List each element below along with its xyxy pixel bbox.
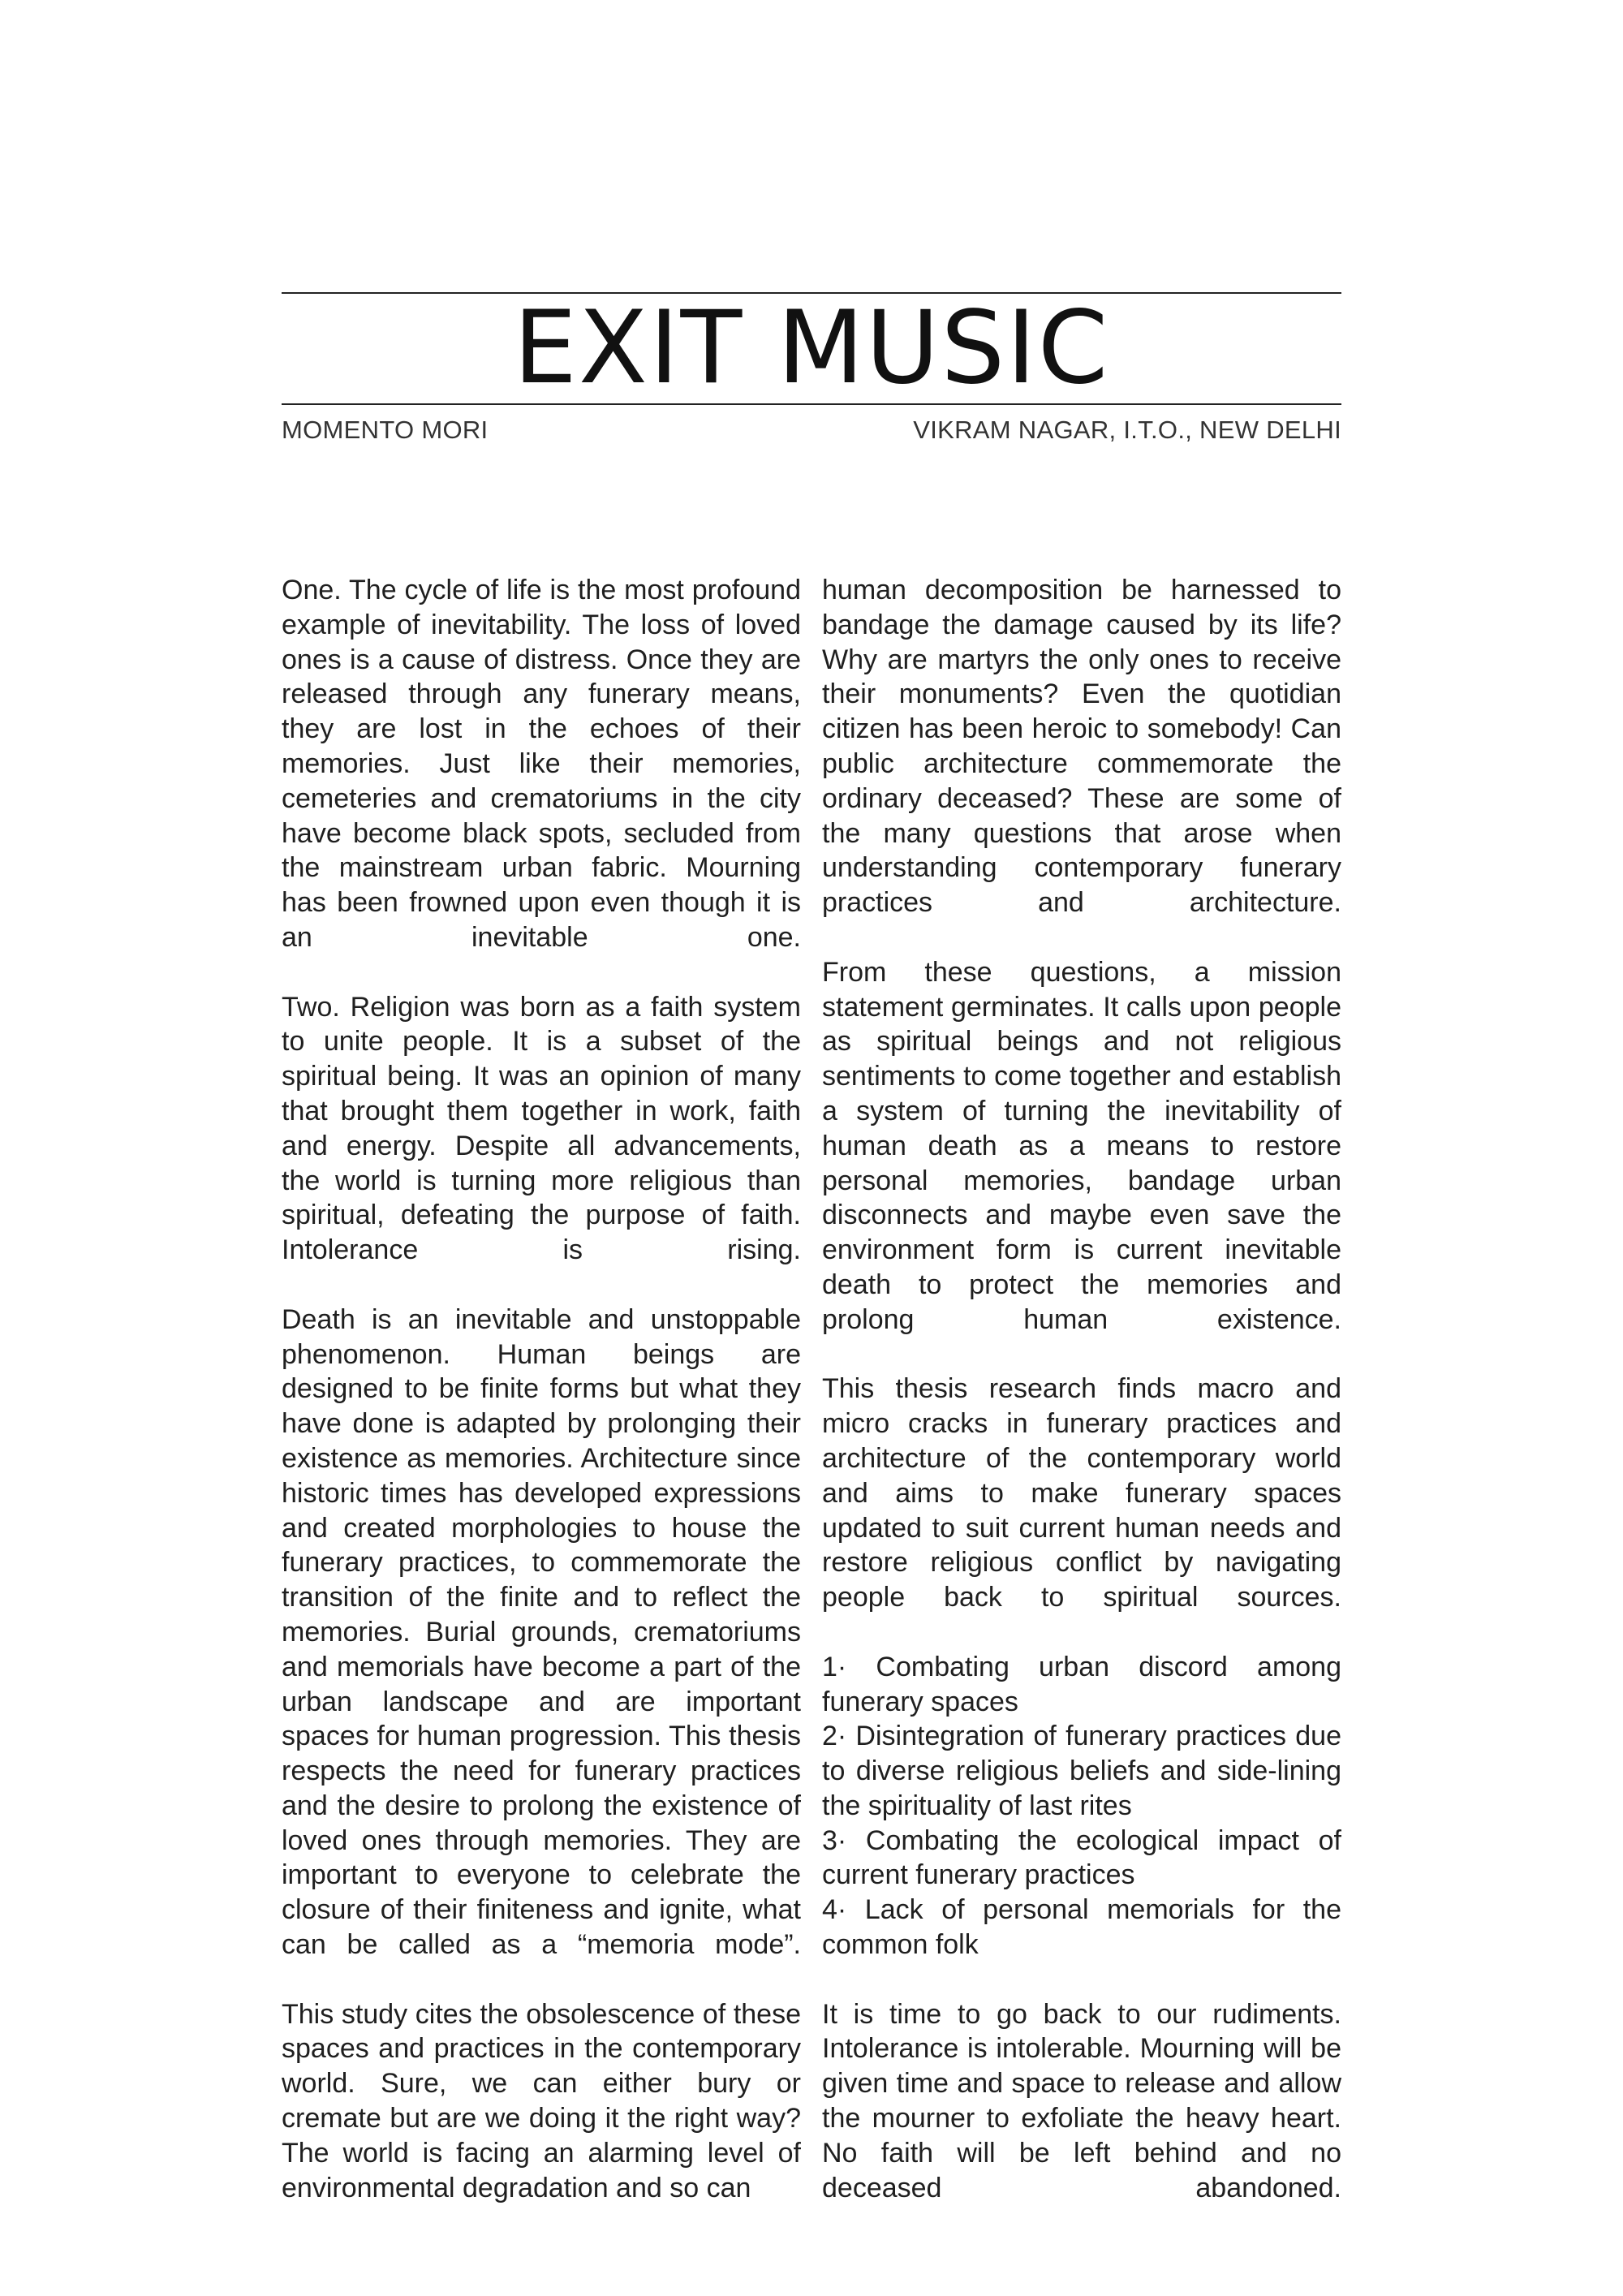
list-item: 2· Disintegration of funerary practices due to diverse religious beliefs and side-lining the spirituality of last rites xyxy=(822,1721,1341,1821)
right-column xyxy=(822,573,1341,2240)
right-paragraph-1: human decomposition be harnessed to bandage the damage caused by its life? Why are martyrs the only ones to receive their monuments? Even the quotidian citizen has been heroic to somebody! Can public architecture commemorate the ordinary deceased? These are some of the many questions that arose when understanding contemporary funerary practices and architecture. xyxy=(822,575,1341,919)
subtitle-right: VIKRAM NAGAR, I.T.O., NEW DELHI xyxy=(913,416,1341,444)
left-paragraph-1: One. The cycle of life is the most profound example of inevitability. The loss of loved ones is a cause of distress. Once they are released through any funerary means, they are lost in the echoes of their memories. Just like their memories, cemeteries and crematoriums in the city have become black spots, secluded from the mainstream urban fabric. Mourning has been frowned upon even though it is an inevitable one. xyxy=(282,575,801,953)
list-item: 3· Combating the ecological impact of current funerary practices xyxy=(822,1824,1341,1891)
list-item: 1· Combating urban discord among funerary spaces xyxy=(822,1651,1341,1717)
page-title: EXIT MUSIC xyxy=(513,290,1110,407)
right-paragraph-3: This thesis research finds macro and micro cracks in funerary practices and architecture of the contemporary world and aims to make funerary spaces updated to suit current human needs and restore religious conflict by navigating people back to spiritual sources. xyxy=(822,1373,1341,1613)
header-bottom-rule xyxy=(282,403,1341,405)
left-paragraph-4: This study cites the obsolescence of these spaces and practices in the contemporary world. Sure, we can either bury or cremate but are we doing it the right way? The world is facing an alarming level of environmental degradation and so can xyxy=(282,1998,801,2203)
left-paragraph-2: Two. Religion was born as a faith system to unite people. It is a subset of the spiritual being. It was an opinion of many that brought them together in work, faith and energy. Despite all advancements, the world is turning more religious than spiritual, defeating the purpose of faith. Intolerance is rising. xyxy=(282,991,801,1266)
left-column xyxy=(282,573,801,2240)
document-page xyxy=(282,0,1341,2296)
subtitle-left: MOMENTO MORI xyxy=(282,416,489,444)
list-item: 4· Lack of personal memorials for the common folk xyxy=(822,1894,1341,1961)
left-paragraph-3: Death is an inevitable and unstoppable phenomenon. Human beings are designed to be finite forms but what they have done is adapted by prolonging their existence as memories. Architecture since historic times has developed expressions and created morphologies to house the funerary practices, to commemorate the transition of the finite and to reflect the memories. Burial grounds, crematoriums and memorials have become a part of the urban landscape and are important spaces for human progression. This thesis respects the need for funerary practices and the desire to prolong the existence of loved ones through memories. They are important to everyone to celebrate the closure of their finiteness and ignite, what can be called as a “memoria mode”. xyxy=(282,1303,801,1961)
right-paragraph-4: It is time to go back to our rudiments. Intolerance is intolerable. Mourning will be given time and space to release and allow the mourner to exfoliate the heavy heart. No faith will be left behind and no deceased abandoned. xyxy=(822,1998,1341,2203)
right-paragraph-2: From these questions, a mission statement germinates. It calls upon people as spiritual beings and not religious sentiments to come together and establish a system of turning the inevitability of human death as a means to restore personal memories, bandage urban disconnects and maybe even save the environment form is current inevitable death to protect the memories and prolong human existence. xyxy=(822,956,1341,1335)
